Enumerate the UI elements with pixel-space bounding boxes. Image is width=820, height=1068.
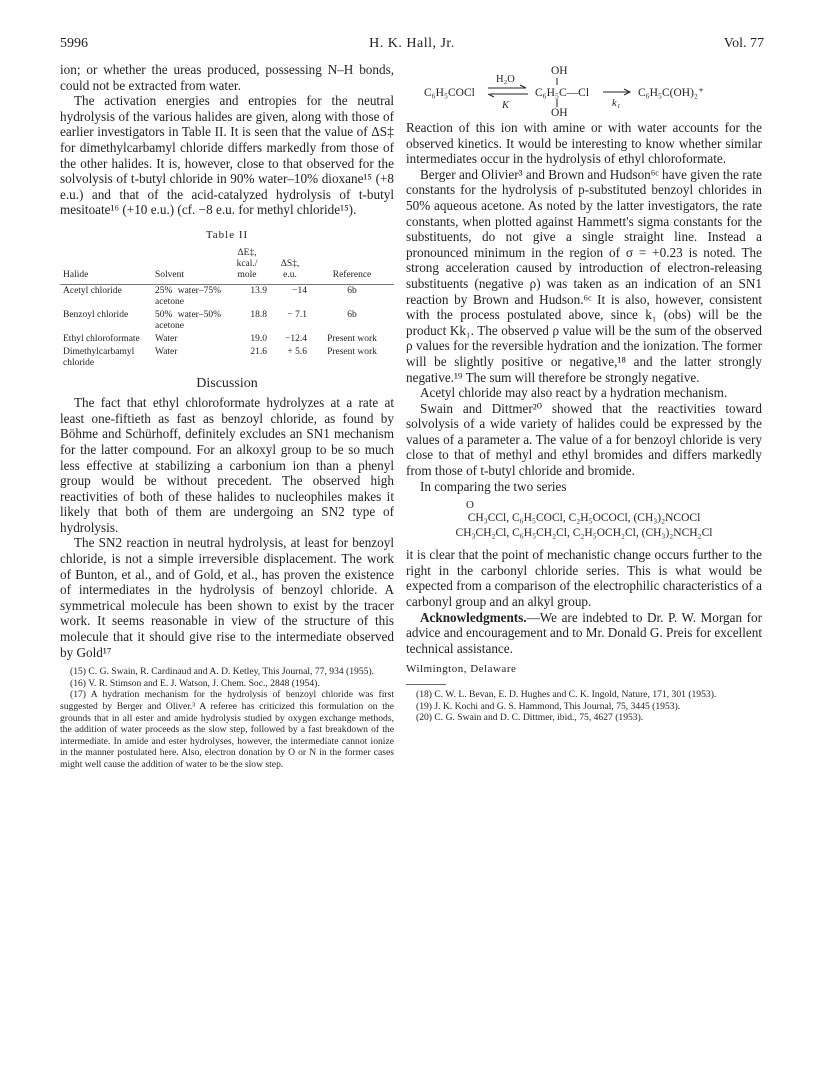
cell-solvent: 25% water–75% acetone (155, 285, 221, 307)
page-header (60, 36, 764, 56)
cell-reference: Present work (327, 333, 377, 344)
table-row (60, 284, 394, 309)
col-header-solvent: Solvent (152, 248, 224, 285)
volume-label: Vol. 77 (723, 36, 764, 51)
cell-delta-s: −14 (292, 285, 307, 296)
series-line-carbonyl: CH₃CCl, C₆H₅COCl, C₂H₅OCOCl, (CH₃)₂NCOCl (467, 512, 701, 525)
cell-halide: Benzoyl chloride (63, 309, 129, 320)
eq-oh-top: OH (551, 65, 568, 77)
footnote: (17) A hydration mechanism for the hydrolysis of benzoyl chloride was first suggested by Berger and Oliver.³ A referee has criticized this formulation on the grounds that in all ester and amide hydrolysis studied by oxygen exchange methods, the addition of water proceeds as the slow step, followed by a fast breakdown of the intermediate. In amide and ester hydrolyses, however, the intermediate cannot ionize in the manner postulated here. Also, electron donation by O or N in the former cases might well cause the addition of water to be the slow step. (60, 689, 394, 770)
bond-lines-icon (554, 76, 560, 110)
cell-solvent: Water (155, 346, 178, 357)
paragraph: In comparing the two series (420, 478, 567, 494)
cell-halide: Acetyl chloride (63, 285, 122, 296)
col-header-delta-s: ΔS‡, e.u. (270, 248, 310, 285)
cell-solvent: Water (155, 333, 178, 344)
eq-intermediate: C₆H₅C—Cl (535, 87, 590, 99)
acknowledgments (406, 610, 762, 657)
table-ii (60, 248, 394, 370)
footnotes-right (406, 689, 762, 724)
paragraph: Acetyl chloride may also react by a hydration mechanism. (420, 385, 728, 401)
cell-solvent: 50% water–50% acetone (155, 309, 221, 331)
table-title: Table II (205, 228, 249, 241)
running-head: H. K. Hall, Jr. (369, 36, 455, 51)
paragraph: Berger and Olivier³ and Brown and Hudson⁶ᶜ have given the rate constants for the hydrolysis of p-substituted benzoyl chlorides in 50% aqueous acetone. As noted by the latter investigators, the rate constants, when plotted against Hammett's sigma constants for the substituents, do not give a single straight line. Instead a pronounced minimum in the region of σ = +0.23 is noted. The strong acceleration caused by introduction of electron-releasing substituents (negative ρ) was taken as an indication of an SN1 reaction by Brown and Hudson.⁶ᶜ It is also, however, consistent with the process postulated above, since k₁ (obs) will be the product Kk₁. The observed ρ value will be the sum of the observed ρ values for the reversible hydration and the ionization. The former will be slightly positive or negative,¹⁸ and the latter strongly negative.¹⁹ The sum will therefore be strongly negative. (406, 166, 763, 385)
ack-label: Acknowledgments. (420, 609, 527, 625)
right-column (406, 62, 762, 724)
col-header-delta-e: ΔE‡, kcal./ mole (224, 248, 270, 285)
eq-water-label: H₂O (496, 74, 515, 85)
cell-delta-e: 18.8 (250, 309, 267, 320)
carbonyl-o-label: O (466, 499, 474, 512)
eq-reactant: C₆H₅COCl (424, 87, 475, 99)
forward-arrow-icon (602, 88, 632, 96)
cell-reference: Present work (327, 346, 377, 357)
cell-halide: Dimethylcarbamyl chloride (63, 346, 135, 368)
compound-series (406, 498, 762, 541)
ack-text: —We are indebted to Dr. P. W. Morgan for advice and encouragement and to Mr. Donald G. Preis for excellent technical assistance. (406, 609, 762, 656)
table-row (60, 346, 394, 370)
table-row (60, 333, 394, 346)
cell-delta-e: 19.0 (250, 333, 267, 344)
paragraph: Reaction of this ion with amine or with water accounts for the observed kinetics. It would be interesting to know whether similar intermediates occur in the hydrolysis of ethyl chloroformate. (406, 120, 762, 167)
footnote: (19) J. K. Kochi and G. S. Hammond, This Journal, 75, 3445 (1953). (416, 700, 681, 712)
cell-delta-s: −12.4 (285, 333, 307, 344)
footnote-rule (406, 684, 446, 685)
footnote: (16) V. R. Stimson and E. J. Watson, J. Chem. Soc., 2848 (1954). (70, 677, 320, 689)
footnotes-left (60, 666, 394, 770)
footnote: (15) C. G. Swain, R. Cardinaud and A. D. Ketley, This Journal, 77, 934 (1955). (70, 666, 375, 678)
paragraph: The activation energies and entropies for the neutral hydrolysis of the various halides are given, along with those of earlier investigators in Table II. It is seen that the value of ΔS‡ for dimethylcarbamyl chloride differs markedly from those of the other halides. It is, however, close to that observed for the solvolysis of t-butyl chloride in 90% water–10% dioxane¹⁵ (+8 e.u.) and that of the acid-catalyzed hydrolysis of t-butyl mesitoate¹⁶ (+10 e.u.) (cf. −8 e.u. for methyl chloride¹⁵). (60, 93, 394, 218)
cell-delta-e: 13.9 (250, 285, 267, 296)
cell-delta-s: − 7.1 (287, 309, 307, 320)
cell-delta-s: + 5.6 (287, 346, 307, 357)
series-line-alkyl: CH₃CH₂Cl, C₆H₅CH₂Cl, C₂H₅OCH₂Cl, (CH₃)₂NCH₂Cl (455, 527, 713, 540)
section-heading: Discussion (196, 375, 258, 391)
footnote: (20) C. G. Swain and D. C. Dittmer, ibid., 75, 4627 (1953). (416, 712, 644, 724)
footnote: (18) C. W. L. Bevan, E. D. Hughes and C. K. Ingold, Nature, 171, 301 (1953). (416, 689, 717, 700)
eq-oh-bottom: OH (551, 107, 568, 119)
eq-product: C₆H₅C(OH)₂⁺ (638, 87, 705, 99)
left-column (60, 62, 394, 771)
paragraph: The SN2 reaction in neutral hydrolysis, at least for benzoyl chloride, is not a simple irreversible displacement. The work of Bunton, et al., and of Gold, et al., has proven the existence of intermediates in the hydrolysis of benzoyl chloride. A symmetrical molecule has been shown to exist by the tracer work. It seems reasonable in view of the structure of this molecule that it should give rise to the intermediate observed by Gold¹⁷ (60, 535, 394, 660)
equilibrium-arrow-icon (486, 84, 530, 98)
author-address: Wilmington, Delaware (406, 663, 517, 676)
paragraph: it is clear that the point of mechanistic change occurs further to the right in the carbonyl chloride series. This is what would be expected from a comparison of the electrophilic characteristics of a carbonyl group and an alkyl group. (406, 547, 762, 610)
table-row (60, 309, 394, 333)
cell-delta-e: 21.6 (250, 346, 267, 357)
cell-reference: 6b (347, 309, 357, 320)
paragraph: Swain and Dittmer²⁰ showed that the reactivities toward solvolysis of a wide variety of halides could be expressed by the values of a parameter a. The value of a for benzoyl chloride is very close to that of methyl and ethyl bromides and differs markedly from those of t-butyl chloride and bromide. (406, 400, 762, 479)
col-header-halide: Halide (60, 248, 152, 285)
cell-reference: 6b (347, 285, 357, 296)
eq-k1-label: k₁ (612, 98, 621, 109)
eq-k-label: K (502, 100, 510, 111)
paragraph: The fact that ethyl chloroformate hydrolyzes at a rate at least one-fiftieth as fast as benzoyl chloride, as found by Böhme and Schürhoff, definitely excludes an SN1 mechanism for the latter compound. For an alkoxyl group to be so much less effective at stabilizing a carbonium ion than a phenyl group would be without precedent. The observed high reactivities of both of these halides to nucleophiles makes it likely that both of them are undergoing an SN2 type of hydrolysis. (60, 395, 394, 535)
page-number: 5996 (60, 36, 88, 51)
table-header-row (60, 248, 394, 285)
reaction-equation (406, 62, 762, 120)
col-header-reference: Reference (310, 248, 394, 285)
paragraph: ion; or whether the ureas produced, possessing N–H bonds, could not be extracted from water. (60, 62, 394, 93)
cell-halide: Ethyl chloroformate (63, 333, 140, 344)
